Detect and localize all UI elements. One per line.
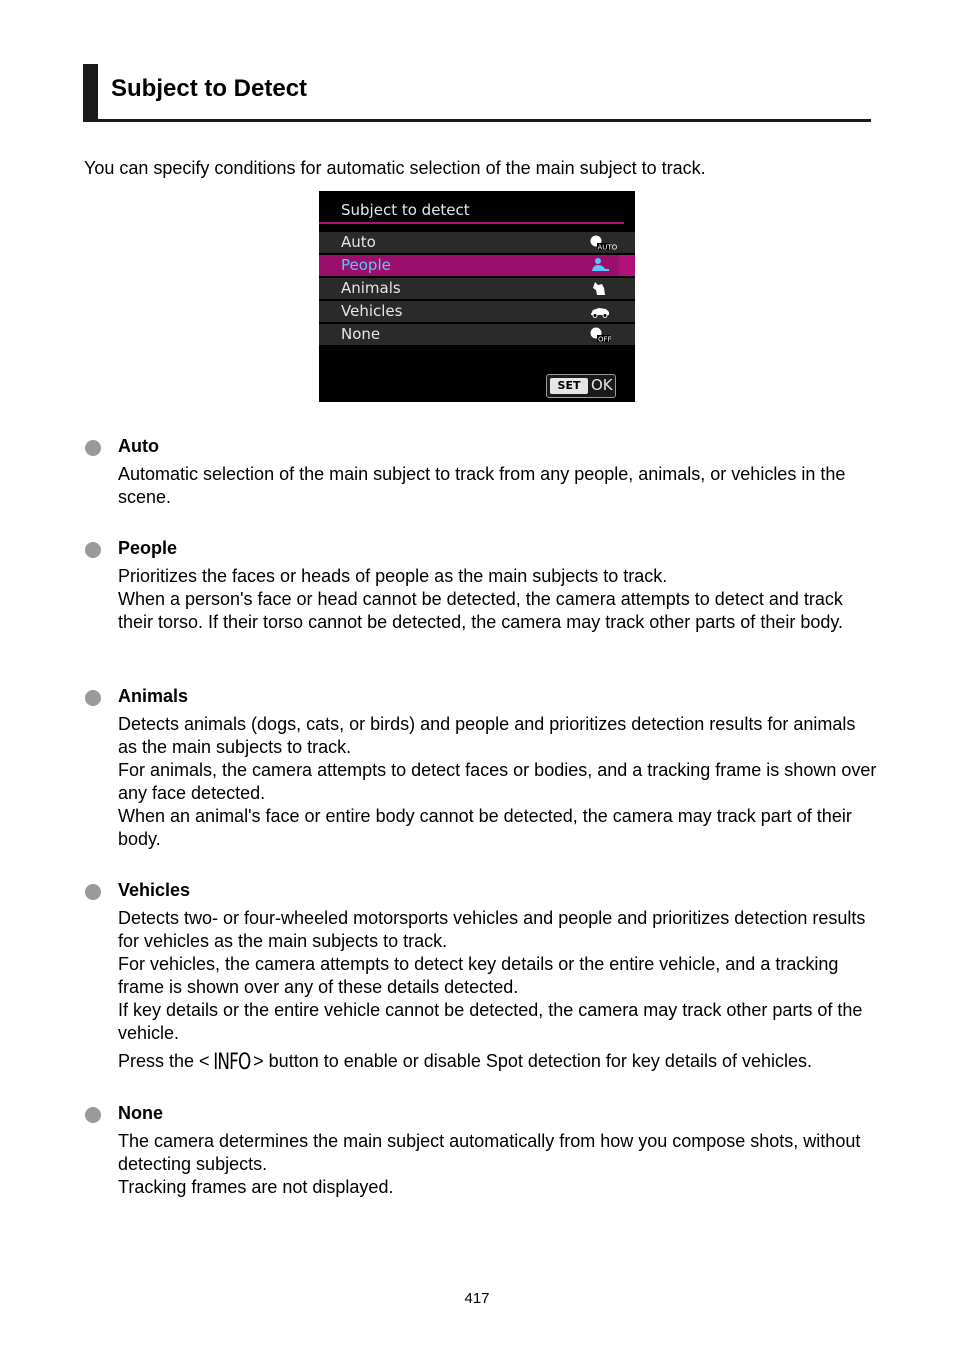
camera-menu-item-animals: [319, 278, 635, 299]
svg-text:AUTO: AUTO: [597, 243, 618, 252]
camera-menu-title: Subject to detect: [341, 201, 470, 219]
header-rule: [83, 119, 871, 122]
option-description: [118, 713, 878, 851]
camera-menu-title-rule: [319, 222, 624, 224]
page-number: 417: [464, 1290, 490, 1307]
paragraph: Tracking frames are not displayed.: [118, 1177, 394, 1197]
paragraph: For vehicles, the camera attempts to detect key details or the entire vehicle, and a tracking frame is shown over any of these details detected.: [118, 954, 839, 997]
bullet-icon: [85, 440, 101, 456]
auto-subject-icon: [589, 234, 618, 252]
camera-menu-item-auto: [319, 232, 635, 253]
option-heading: Vehicles: [118, 880, 191, 900]
paragraph: Automatic selection of the main subject to track from any people, animals, or vehicles in the scene.: [118, 464, 846, 507]
menu-item-label: None: [341, 325, 381, 343]
intro-text: You can specify conditions for automatic selection of the main subject to track.: [84, 158, 706, 178]
info-instruction: [118, 1050, 878, 1074]
paragraph: When an animal's face or entire body cannot be detected, the camera may track part of their body.: [118, 806, 852, 849]
menu-item-label: People: [341, 256, 391, 274]
option-description: [118, 1130, 878, 1199]
paragraph: Prioritizes the faces or heads of people as the main subjects to track.: [118, 566, 668, 586]
menu-item-label: Animals: [341, 279, 401, 297]
bullet-icon: [85, 542, 101, 558]
vehicle-icon: [589, 303, 611, 320]
ok-label: OK: [591, 376, 613, 394]
header-accent-bar: [83, 64, 98, 119]
camera-menu-item-none: [319, 324, 635, 345]
set-label: SET: [550, 378, 588, 394]
bullet-icon: [85, 690, 101, 706]
none-off-icon: [589, 326, 611, 343]
camera-menu-list: [319, 232, 635, 347]
option-description: [118, 463, 878, 509]
option-description: [118, 565, 878, 634]
camera-menu-screenshot: [319, 191, 635, 402]
set-ok-button: [546, 374, 616, 398]
paragraph: When a person's face or head cannot be detected, the camera attempts to detect and track their torso. If their torso cannot be detected, the camera may track other parts of their body.: [118, 589, 844, 632]
info-text-before: Press the <: [118, 1051, 210, 1071]
people-icon: [589, 257, 611, 274]
page-title: Subject to Detect: [111, 75, 308, 102]
svg-text:OFF: OFF: [598, 335, 612, 344]
option-description: [118, 907, 878, 1074]
option-heading: Auto: [118, 436, 159, 456]
bullet-icon: [85, 884, 101, 900]
camera-menu-item-vehicles: [319, 301, 635, 322]
paragraph: Detects two- or four-wheeled motorsports vehicles and people and prioritizes detection results for vehicles as the main subjects to track.: [118, 908, 866, 951]
option-heading: None: [118, 1103, 163, 1123]
menu-item-label: Vehicles: [341, 302, 403, 320]
info-text-after: > button to enable or disable Spot detection for key details of vehicles.: [253, 1051, 813, 1071]
option-heading: People: [118, 538, 178, 558]
animal-icon: [589, 280, 611, 297]
paragraph: The camera determines the main subject automatically from how you compose shots, without detecting subjects.: [118, 1131, 861, 1174]
paragraph: Detects animals (dogs, cats, or birds) and people and prioritizes detection results for animals as the main subjects to track.: [118, 714, 856, 757]
info-button-icon: INFO: [212, 1050, 250, 1075]
menu-item-label: Auto: [341, 233, 376, 251]
paragraph: For animals, the camera attempts to detect faces or bodies, and a tracking frame is shown over any face detected.: [118, 760, 877, 803]
camera-menu-item-people: [319, 255, 635, 276]
bullet-icon: [85, 1107, 101, 1123]
section-header: [83, 64, 871, 119]
option-heading: Animals: [118, 686, 189, 706]
paragraph: If key details or the entire vehicle cannot be detected, the camera may track other parts of the vehicle.: [118, 1000, 863, 1043]
